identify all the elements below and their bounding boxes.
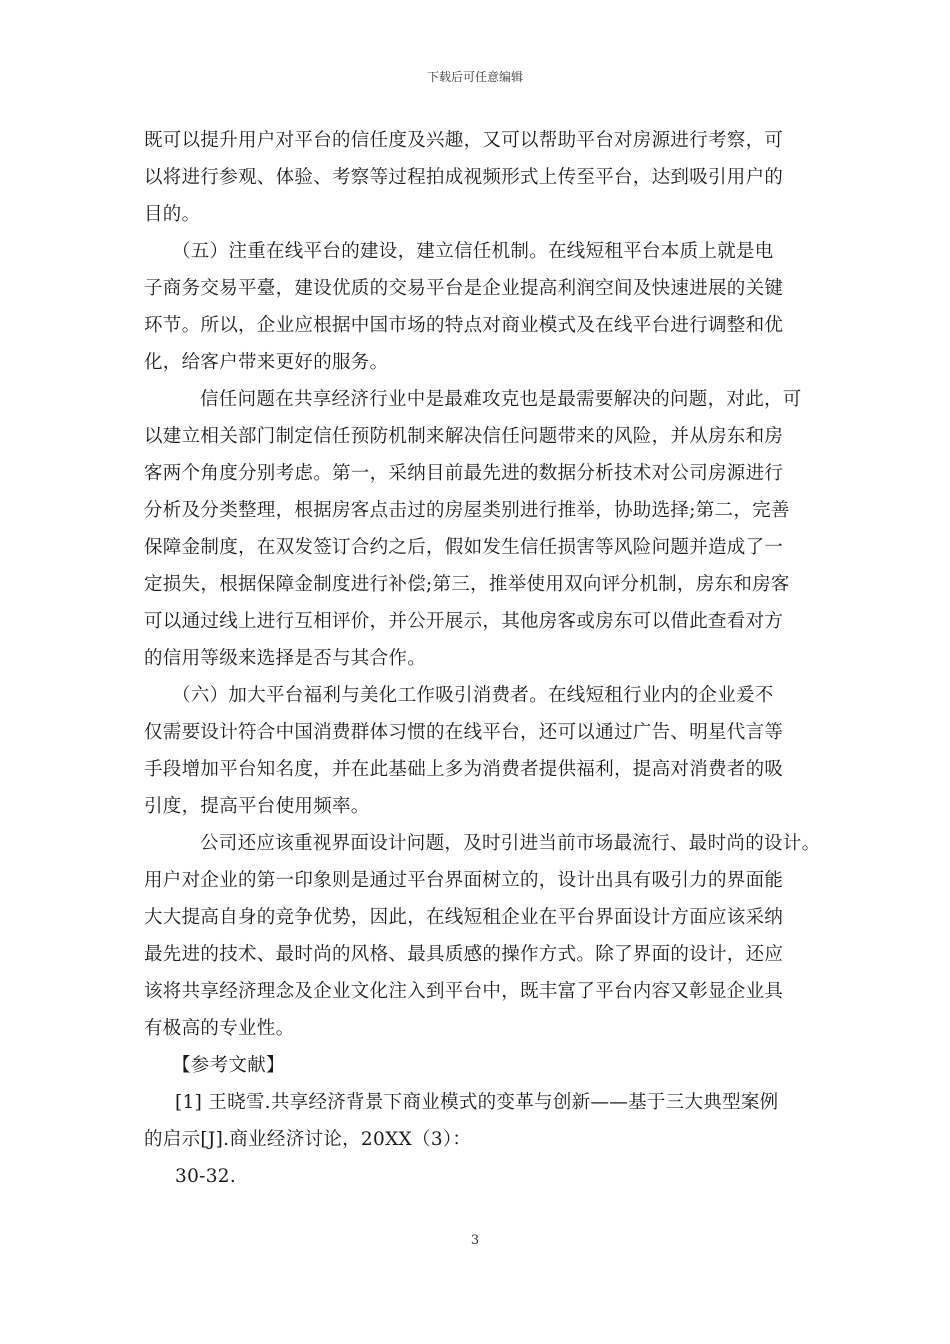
reference-item-continued: 的启示[J].商业经济讨论，20XX（3）： — [144, 1129, 472, 1150]
text-line: 的信用等级来选择是否与其合作。 — [144, 648, 427, 669]
text-line: 以将进行参观、体验、考察等过程拍成视频形式上传至平台，达到吸引用户的 — [144, 167, 784, 188]
paragraph-start: 信任问题在共享经济行业中是最难攻克也是最需要解决的问题，对此，可 — [200, 389, 802, 410]
section-heading-6: （六）加大平台福利与美化工作吸引消费者。在线短租行业内的企业爰不 — [172, 685, 774, 706]
text-line: 有极高的专业性。 — [144, 1018, 295, 1039]
paragraph-start: 公司还应该重视界面设计问题，及时引进当前市场最流行、最时尚的设计。 — [200, 833, 821, 854]
text-line: 客两个角度分别考虑。第一，采纳目前最先进的数据分析技术对公司房源进行 — [144, 463, 784, 484]
section-heading-5: （五）注重在线平台的建设，建立信任机制。在线短租平台本质上就是电 — [172, 241, 774, 262]
text-line: 子商务交易平臺，建设优质的交易平台是企业提高利润空间及快速进展的关键 — [144, 278, 784, 299]
text-line: 大大提高自身的竞争优势，因此，在线短租企业在平台界面设计方面应该采纳 — [144, 907, 784, 928]
reference-pages: 30-32. — [175, 1166, 237, 1187]
text-line: 手段增加平台知名度，并在此基础上多为消费者提供福利，提高对消费者的吸 — [144, 759, 784, 780]
text-line: 可以通过线上进行互相评价，并公开展示，其他房客或房东可以借此查看对方 — [144, 611, 784, 632]
text-line: 目的。 — [144, 204, 201, 225]
page-number: 3 — [470, 1233, 480, 1248]
text-line: 化，给客户带来更好的服务。 — [144, 352, 389, 373]
text-line: 该将共享经济理念及企业文化注入到平台中，既丰富了平台内容又彰显企业具 — [144, 981, 784, 1002]
body-text — [144, 122, 821, 1195]
references-heading: 【参考文献】 — [172, 1055, 285, 1076]
page-header: 下载后可任意编辑 — [426, 70, 523, 84]
text-line: 定损失，根据保障金制度进行补偿;第三，推举使用双向评分机制，房东和房客 — [144, 574, 790, 595]
reference-item: [1] 王晓雪.共享经济背景下商业模式的变革与创新——基于三大典型案例 — [175, 1092, 779, 1113]
text-line: 最先进的技术、最时尚的风格、最具质感的操作方式。除了界面的设计，还应 — [144, 944, 784, 965]
text-line: 分析及分类整理，根据房客点击过的房屋类别进行推举，协助选择;第二，完善 — [144, 500, 790, 521]
text-line: 保障金制度，在双发签订合约之后，假如发生信任损害等风险问题并造成了一 — [144, 537, 784, 558]
text-line: 以建立相关部门制定信任预防机制来解决信任问题带来的风险，并从房东和房 — [144, 426, 784, 447]
text-line: 引度，提高平台使用频率。 — [144, 796, 370, 817]
text-line: 仅需要设计符合中国消费群体习惯的在线平台，还可以通过广告、明星代言等 — [144, 722, 784, 743]
text-line: 环节。所以，企业应根据中国市场的特点对商业模式及在线平台进行调整和优 — [144, 315, 784, 336]
text-line: 用户对企业的第一印象则是通过平台界面树立的，设计出具有吸引力的界面能 — [144, 870, 784, 891]
text-line: 既可以提升用户对平台的信任度及兴趣，又可以帮助平台对房源进行考察，可 — [144, 130, 784, 151]
